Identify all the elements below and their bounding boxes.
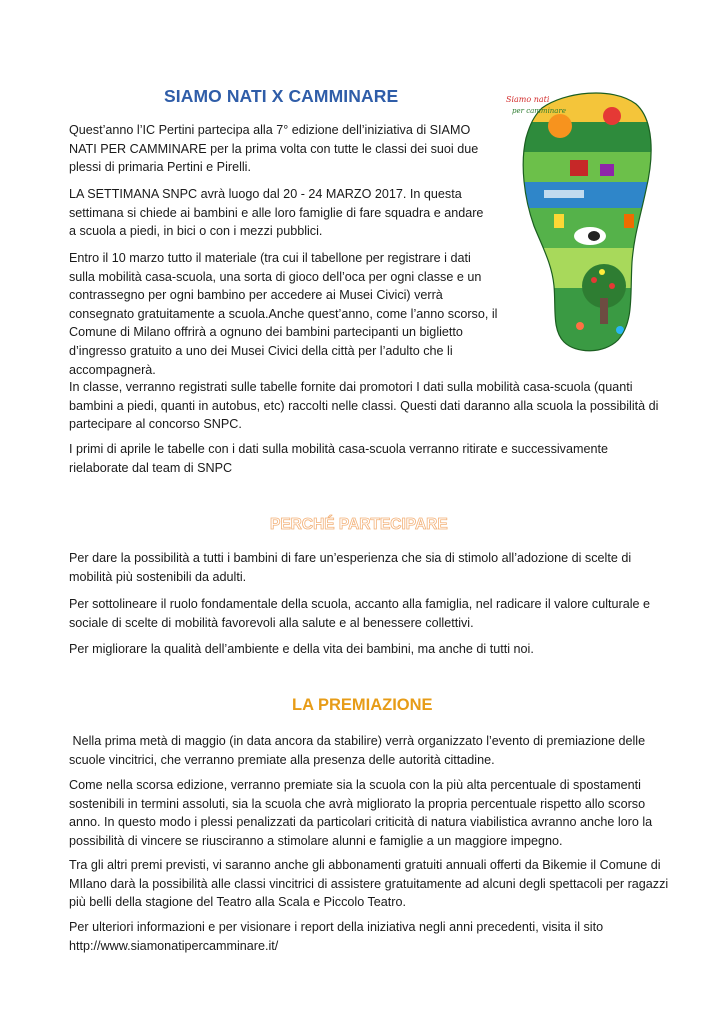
why-paragraph-1 [69, 549, 669, 586]
text-line: possibilità di vincere se riusciranno a stimolare alunni e famiglie a un maggiore impegno. [69, 833, 563, 848]
logo-text-line1: Siamo nati [506, 95, 550, 104]
text-line: sostenibili in termini assoluti, sia la scuola che avrà migliorato la propria percentuale rispetto allo scorso [69, 796, 646, 811]
text-line: più belli della stagione del Teatro alla Scala e Piccolo Teatro. [69, 895, 406, 910]
text-line: bambini a piedi, quanti in autobus, etc) raccolti nelle classi. Questi dati daranno alla scuola la possibilità di [69, 398, 659, 413]
why-paragraph-3 [69, 640, 669, 659]
award-paragraph-1 [69, 732, 669, 769]
text-line: consegnato gratuitamente a scuola.Anche quest’anno, come l’anno scorso, il [69, 306, 498, 321]
intro-paragraph-5 [69, 440, 669, 477]
text-line: sulla mobilità casa-scuola, una sorta di gioco dell’oca per ogni classe e un [69, 269, 482, 284]
text-line: settimana si chiede ai bambini e alle loro famiglie di fare squadra e andare [69, 205, 484, 220]
text-line: Per sottolineare il ruolo fondamentale della scuola, accanto alla famiglia, nel radicare il valore culturale e [69, 597, 651, 611]
text-line: anno. In questo modo i plessi penalizzati da particolari criticità di natura viabilistica avranno anche loro la [69, 815, 653, 830]
section-heading-award: LA PREMIAZIONE [292, 696, 433, 714]
text-line: In classe, verranno registrati sulle tabelle fornite dai promotori I dati sulla mobilità casa-scuola (quanti [69, 380, 633, 394]
text-line: Comune di Milano offrirà a ognuno dei bambini partecipanti un biglietto [69, 325, 463, 340]
footprint-illustration [494, 86, 654, 354]
award-paragraph-4 [69, 918, 669, 955]
text-line: plessi di primaria Pertini e Pirelli. [69, 160, 251, 175]
text-line: Quest’anno l’IC Pertini partecipa alla 7° edizione dell’iniziativa di SIAMO [69, 123, 471, 137]
logo-text-line2: per camminare [512, 107, 566, 115]
text-line: sociale di scelte di mobilità favorevoli alla salute e al benessere collettivi. [69, 615, 474, 630]
why-paragraph-2 [69, 595, 669, 632]
text-line: d’ingresso gratuito a uno dei Musei Civici della città per l’adulto che li [69, 343, 453, 358]
text-line: Per dare la possibilità a tutti i bambini di fare un’esperienza che sia di stimolo all’adozione di scelte di [69, 551, 632, 565]
text-line: LA SETTIMANA SNPC avrà luogo dal 20 - 24 MARZO 2017. In questa [69, 187, 462, 201]
text-line: I primi di aprile le tabelle con i dati sulla mobilità casa-scuola verranno ritirate e successivamente [69, 442, 608, 456]
text-line: accompagnerà. [69, 362, 156, 377]
award-paragraph-2 [69, 776, 669, 850]
text-line: scuole vincitrici, che verranno premiate alla presenza delle autorità cittadine. [69, 752, 495, 767]
text-line: rielaborate dal team di SNPC [69, 460, 233, 475]
text-line: Tra gli altri premi previsti, vi saranno anche gli abbonamenti gratuiti annuali offerti da Bikemie il Comune di [69, 858, 661, 872]
text-line: partecipare al concorso SNPC. [69, 417, 242, 432]
page-title: SIAMO NATI X CAMMINARE [164, 86, 399, 106]
text-line: Come nella scorsa edizione, verranno premiate sia la scuola con la più alta percentuale di spostamenti [69, 778, 641, 792]
text-line: mobilità più sostenibili da adulti. [69, 569, 247, 584]
intro-paragraph-1 [69, 121, 509, 177]
text-line: Per migliorare la qualità dell’ambiente e della vita dei bambini, ma anche di tutti noi. [69, 642, 534, 656]
text-line: MIlano darà la possibilità alle classi vincitrici di assistere gratuitamente ad alcuni degli spettacoli per ragazzi [69, 876, 669, 891]
award-paragraph-3 [69, 856, 669, 912]
text-line: a scuola a piedi, in bici o con i mezzi pubblici. [69, 224, 323, 239]
text-line: Per ulteriori informazioni e per visionare i report della iniziativa negli anni precedenti, visita il sito [69, 920, 604, 934]
intro-paragraph-4 [69, 378, 669, 434]
intro-paragraph-2 [69, 185, 509, 241]
website-link[interactable]: http://www.siamonatipercamminare.it/ [69, 938, 279, 953]
text-line: NATI PER CAMMINARE per la prima volta con tutte le classi dei suoi due [69, 141, 479, 156]
text-line: Entro il 10 marzo tutto il materiale (tra cui il tabellone per registrare i dati [69, 251, 471, 265]
section-heading-why: PERCHÉ PARTECIPARE [270, 516, 448, 533]
intro-paragraph-3 [69, 249, 509, 379]
text-line: Nella prima metà di maggio (in data ancora da stabilire) verrà organizzato l’evento di premiazione delle [69, 734, 646, 748]
text-line: contrassegno per ogni bambino per accedere ai Musei Civici) verrà [69, 288, 443, 303]
